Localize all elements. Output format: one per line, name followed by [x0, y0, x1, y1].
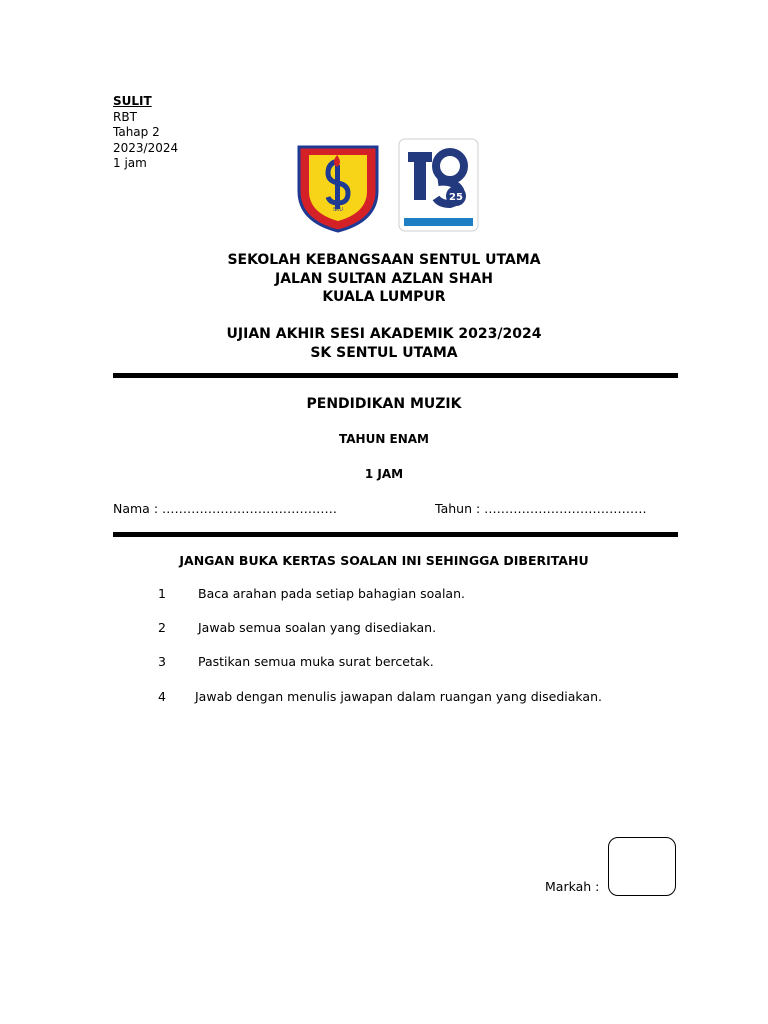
instruction-text: Jawab dengan menulis jawapan dalam ruangan yang disediakan.: [195, 689, 602, 704]
subject-title: PENDIDIKAN MUZIK: [306, 396, 462, 412]
instruction-number: 2: [158, 620, 166, 635]
top-divider: [113, 373, 678, 378]
school-crest-logo: [295, 143, 381, 233]
header-meta: [113, 94, 178, 172]
level-label: Tahap 2: [113, 125, 160, 139]
exam-school: SK SENTUL UTAMA: [310, 344, 458, 361]
marks-box[interactable]: [608, 837, 676, 896]
name-field[interactable]: Nama : ……………………………………: [113, 501, 338, 516]
school-city: KUALA LUMPUR: [322, 289, 446, 305]
bottom-divider: [113, 532, 678, 537]
instruction-text: Baca arahan pada setiap bahagian soalan.: [198, 586, 465, 601]
instruction-number: 3: [158, 654, 166, 669]
ts25-logo: [398, 138, 479, 232]
session-label: 2023/2024: [113, 140, 179, 155]
exam-title: UJIAN AKHIR SESI AKADEMIK 2023/2024: [226, 326, 542, 342]
duration-label: 1 jam: [113, 156, 147, 170]
svg-text:SKU: SKU: [333, 207, 343, 213]
instruction-number: 4: [158, 689, 166, 704]
year-field[interactable]: Tahun : …………………………………: [435, 501, 647, 516]
school-street: JALAN SULTAN AZLAN SHAH: [274, 270, 494, 287]
paper-duration: 1 JAM: [364, 467, 404, 481]
exam-header: [0, 325, 768, 362]
paper-code: RBT: [113, 109, 137, 124]
instruction-text: Pastikan semua muka surat bercetak.: [198, 654, 434, 669]
classification-label: SULIT: [113, 94, 152, 108]
warning-notice: JANGAN BUKA KERTAS SOALAN INI SEHINGGA DIBERITAHU: [179, 553, 589, 568]
instruction-number: 1: [158, 586, 166, 601]
marks-label: Markah :: [545, 879, 600, 894]
year-label: TAHUN ENAM: [338, 432, 430, 446]
school-header: [0, 251, 768, 307]
school-name: SEKOLAH KEBANGSAAN SENTUL UTAMA: [227, 252, 541, 268]
instruction-text: Jawab semua soalan yang disediakan.: [198, 620, 437, 635]
svg-text:25: 25: [449, 192, 463, 203]
